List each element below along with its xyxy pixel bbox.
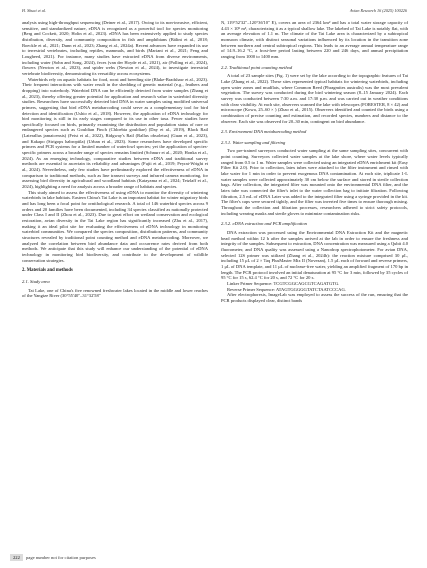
running-head-journal: Avian Research 16 (2025) 100226 — [349, 8, 407, 13]
subsection-heading-study-area: 2.1. Study area — [22, 278, 50, 284]
page-number: 222 — [10, 554, 23, 561]
study-area-continued: N, 119°52'32"–120°36'10" E), covers an area of 2364 km² and has a total water storage capacity of 4.43 × 10⁹ m³, characterizing it as a typical shallow lake. The lakebed of Tai Lake is notably flat, with an average elevation of 1.1 m. The climate of the Tai Lake area is characterized by a subtropical monsoon climate, with distinct seasonal variations influenced by its location in the transition zone between northern and central subtropical regions. This leads to an average annual temperature range of 14.9–16.2 °C, a frost-free period lasting between 220 and 246 days, and annual precipitation ranging from 1000 to 1400 mm. — [221, 20, 408, 59]
extraction-paragraph: DNA extraction was processed using the Environmental DNA Extraction Kit and the magnetic bead method within 12 h after the samples arrived at the lab in order to ensure the freshness and integrity of the samples. Subsequent to extraction, DNA concentration was measured using a Qubit 4.0 fluorometer, and DNA quality was assessed using a Nanodrop spectrophotometer. For avian DNA, selected 12S primer was utilized (Zhang et al., 2024b): the reaction mixture comprised 30 μL, including 15 μL of 2 × Taq PlusMaster Mix II (Novezan), 1.5 μL each of forward and reverse primers, 1 μL of DNA template, and 11 μL of nuclease-free water, yielding an amplified fragment of 170 bp in length. The PCR protocol involved an initial denaturation at 95 °C for 3 min, followed by 35 cycles of 95 °C for 15 s, 62.4 °C for 20 s, and 72 °C for 20 s. — [221, 230, 409, 281]
running-head-author: H. Shuai et al. — [22, 8, 47, 13]
page-footer — [0, 546, 427, 568]
intro-paragraph-3: This study aimed to assess the effectiveness of using eDNA to monitor the diversity of wintering waterbirds in lake habitats. Eastern China's Tai Lake is an important habitat for winter migratory birds and has long been a focal point for ornithological research. A total of 146 waterbird species across 9 orders and 20 families have been documented, including 34 species classified as nationally protected under Class I and II (Zhou et al., 2023). Due to great effort on wetland conservation and ecological restoration, avian diversity in the Tai Lake region has significantly increased (Zhu et al., 2017), making it an ideal pilot site for evaluating the effectiveness of eDNA technology in monitoring waterbird communities. We compared the species composition, distribution patterns, and community structures revealed by traditional point counting method and eDNA metabarcoding. Moreover, we analyzed the correlation between bird abundance data and occurrence rates derived from both methods. We anticipate that this study will enhance our understanding of the potential of eDNA technology in monitoring bird biodiversity, and contribute to the development of wildlife conservation strategies. — [22, 189, 208, 263]
subsection-heading-edna: 2.3. Environment DNA metabarcoding method — [221, 129, 307, 135]
running-head — [22, 8, 407, 13]
section-heading-methods: 2. Materials and methods — [22, 268, 73, 274]
study-area-paragraph: Tai Lake, one of China's five renowned freshwater lakes located in the middle and lower reaches of the Yangtze River (30°55'40"–31°32'58" — [22, 287, 208, 299]
subsection-heading-point-counting: 2.2. Traditional point counting method — [221, 64, 293, 70]
point-counting-paragraph: A total of 23 sample sites (Fig. 1) were set by the lake according to the topographic features of Tai Lake (Zhang et al., 2022). These sites represented typical habitats for wintering waterbirds, including open water zones and mudflats, where Common Reed (Phragmites australis) was the most prevalent vegetation. The survey was conducted during the bird wintering season (8–15 January 2024). Each survey was conducted between 7:30 a.m. and 17:30 p.m. and was carried out in weather conditions with clear visibility. At each site, observers scanned the lake with telescopes (FORESTER, 8 × 42) and microscope (Kowa, 25–60 × ) (Zhao et al., 2015). Observers identified and counted the birds using a combination of precise counting and estimation, and recorded species, numbers and distance to the observer. Each site was observed for 20–30 min, contingent on bird abundance. — [221, 73, 409, 124]
left-column — [22, 20, 208, 299]
right-column — [221, 20, 408, 304]
electrophoresis-paragraph: After electrophoresis, ImageLab was employed to assess the success of the run, ensuring that the PCR products displayed clear, distinct bands — [221, 292, 408, 303]
intro-paragraph-2: Waterbirds rely on aquatic habitats for food, roost and breeding site (Blake-Bradshaw et al., 2023). Their frequent interactions with water result in the shedding of genetic material (e.g., feathers and dropping) into waterbody. Waterbird DNA can be efficiently detected from water samples (Zhang et al., 2023), thereby offering greater potential for application and research value in waterbird diversity studies. Researchers have successfully detected bird DNA in water samples using modified universal primers, suggesting that bird eDNA metabarcoding could serve as a complementary tool for bird detection and identification (Ushio et al., 2018). However, the application of eDNA technology for bird monitoring is still in its early stages compared to its use in other taxa. Fewer studies have specifically focused on birds, primarily examining the distribution and population status of rare or endangered species such as Gouldian Finch (Chloebia gouldiae) (Day et al., 2019), Black Rail (Laterallus jamaicensis) (Feist et al., 2022), Ridgway's Rail (Rallus obsoletus) (Guan et al., 2023), and Kakapo (Strigops habroptila) (Urban et al., 2023). Some researchers have developed specific primers and PCR systems for a limited number of waterfowl species; yet the application of species-specific primers across a broader range of species remains limited (Schnurr et al., 2020; Honka et al., 2024). As an emerging technology, comparative studies between eDNA and traditional survey methods are essential to ascertain its reliability and advantages (Fujii et al., 2019; Peyrat-Wright et al., 2024). Nevertheless, only few studies have preliminarily explored the effectiveness of eDNA in comparison to traditional methods, such as line transect surveys and infrared camera monitoring, for assessing bird diversity in agricultural and woodland habitats (Katayama et al., 2024; Tetzlaff et al., 2024), highlighting a need for analysis across a broader range of habitats and species. — [22, 76, 208, 190]
footer-note: page number not for citation purposes — [26, 555, 96, 560]
forward-primer-line: Linker Primer Sequence: TCGTCGGCAGCGTCAGATGTG. — [227, 280, 340, 286]
subsubsection-heading-water-sampling: 2.3.1. Water sampling and filtering — [221, 139, 286, 145]
water-sampling-paragraph: Two pre-trained surveyors conducted water sampling at the same sampling sites, concurrent with point counting. Surveyors collected water samples at the lake shore, where water levels typically ranged from 0.5 to 1 m. Water samples were collected using an integrated eDNA enrichment kit (Easy Filter Kit 2.0). Prior to collection, latex tubes were attached to the filter instrument and rinsed with lake water for 1 min in order to prevent exogenous DNA contamination. At each site, triplicate 1-L water samples were collected approximately 30 cm below the surface and stored in sterile collection bags. After collection, the integrated filter was mounted onto the environmental DNA filter, and the latex tube was connected the filter's inlet to the water collection bag to initiate filtration. Following filtration, 2.5 mL of eDNA Later was added to the integrated filter using a syringe provided in the kit. The filter's caps were secured tightly, and the filter was inverted five times to ensure thorough mixing. Throughout the collection and filtration processes, researchers adhered to strict safety protocols, including wearing masks and sterile gloves to minimize contamination risks. — [221, 148, 408, 216]
reverse-primer-line: Reverse Primer Sequence: ATAGTGGGGGTATCTAATCCCAG. — [227, 286, 346, 292]
subsubsection-heading-extraction: 2.3.2. eDNA extraction and PCR amplification — [221, 221, 307, 227]
intro-paragraph-1: analysis using high-throughput sequencing (Deiner et al., 2017). Owing to its non-invasive, efficient, sensitive, and standardized nature, eDNA is recognized as a powerful tool for species monitoring (Berg and Cockett, 2020; Holin et al., 2023). eDNA has been extensively applied to study species distribution, diversity, and community composition in fish and amphibians (Bálint et al., 2018; Boeckle et al., 2021; Dunn et al., 2023; Zhang et al., 2024a). Recent advances have expanded its use to terrestrial vertebrates, including reptiles, mammals, and birds (Mariani et al., 2021; Feng and Lougheed, 2021). For instance, many studies have extracted eDNA from diverse environments, including water (Sohn and Song, 2024), feces (van der Hoyde et al., 2021), air (Polling et al., 2024), flowers (Newton et al., 2023), and spider webs (Newton et al., 2024), to investigate terrestrial vertebrate biodiversity, demonstrating its versatility across ecosystems. — [22, 20, 208, 76]
